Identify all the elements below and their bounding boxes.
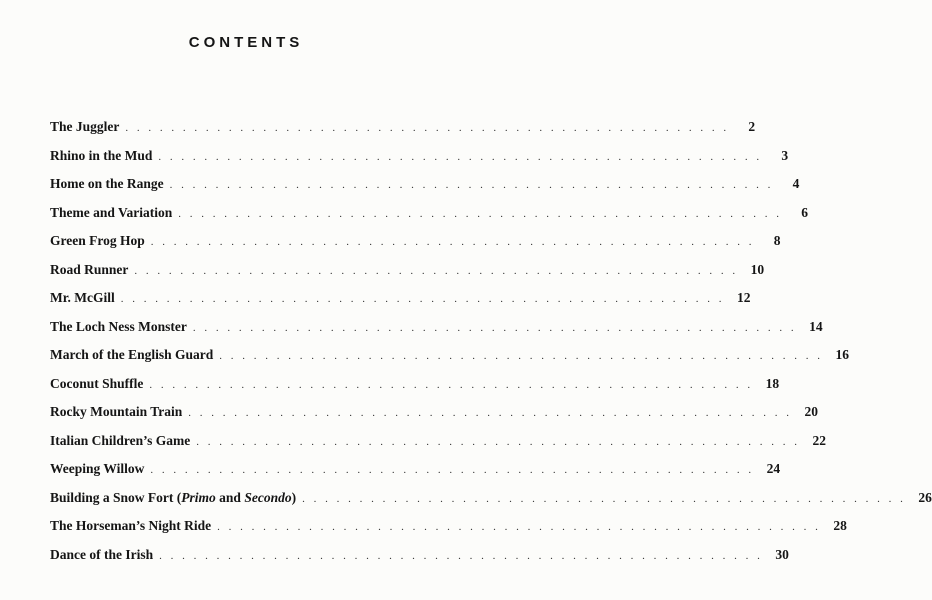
toc-entry-coconut-shuffle[interactable] [50,375,780,405]
toc-entry-page: 26 [918,489,932,505]
toc-entry-page: 14 [809,318,823,334]
dot-leader: . . . . . . . . . . . . . . . . . . . . . . . . . . . . . . . . . . . . . . . . . . . . . . . . . . . . . [188,407,793,419]
title-text-and: and [215,489,245,505]
toc-entry-title [50,490,296,506]
toc-entry-rhino-in-the-mud[interactable] [50,147,789,177]
toc-entry-march-of-the-english-guard[interactable] [50,347,850,376]
toc-entry-page: 20 [804,404,819,419]
toc-entry-title: Road Runner [50,261,129,277]
dot-leader: . . . . . . . . . . . . . . . . . . . . . . . . . . . . . . . . . . . . . . . . . . . . . . . . . . . . . [150,236,755,248]
dot-leader: . . . . . . . . . . . . . . . . . . . . . . . . . . . . . . . . . . . . . . . . . . . . . . . . . . . . . [125,122,730,134]
toc-entry-page: 2 [748,119,756,134]
toc-entry-page: 28 [833,518,847,533]
toc-entry-page: 8 [773,233,781,248]
toc-entry-page: 22 [812,432,827,448]
toc-entry-page: 24 [766,461,781,476]
toc-entry-page: 3 [781,147,789,163]
toc-entry-page: 6 [801,204,809,220]
toc-entry-dance-of-the-irish[interactable] [50,546,789,576]
title-text-close: ) [291,489,297,505]
table-of-contents [50,119,932,575]
dot-leader: . . . . . . . . . . . . . . . . . . . . . . . . . . . . . . . . . . . . . . . . . . . . . . . . . . . . . [169,179,774,191]
toc-entry-title: The Juggler [50,119,120,134]
toc-entry-title: The Horseman’s Night Ride [50,518,212,533]
dot-leader: . . . . . . . . . . . . . . . . . . . . . . . . . . . . . . . . . . . . . . . . . . . . . . . . . . . . . [178,207,783,220]
toc-entry-rocky-mountain-train[interactable] [50,404,819,433]
toc-entry-page: 18 [765,375,780,391]
toc-entry-page: 10 [750,261,765,277]
toc-entry-theme-and-variation[interactable] [50,204,809,234]
dot-leader: . . . . . . . . . . . . . . . . . . . . . . . . . . . . . . . . . . . . . . . . . . . . . . . . . . . . . [302,492,906,505]
toc-entry-page: 12 [736,290,751,305]
dot-leader: . . . . . . . . . . . . . . . . . . . . . . . . . . . . . . . . . . . . . . . . . . . . . . . . . . . . . [217,521,821,533]
toc-entry-mr-mcgill[interactable] [50,290,751,319]
toc-entry-italian-childrens-game[interactable] [50,432,827,462]
dot-leader: . . . . . . . . . . . . . . . . . . . . . . . . . . . . . . . . . . . . . . . . . . . . . . . . . . . . . [150,464,755,476]
toc-entry-title: March of the English Guard [50,347,214,362]
toc-entry-building-a-snow-fort[interactable] [50,489,932,519]
toc-entry-title: Green Frog Hop [50,233,145,248]
toc-entry-weeping-willow[interactable] [50,461,781,490]
toc-entry-title: Coconut Shuffle [50,375,144,391]
dot-leader: . . . . . . . . . . . . . . . . . . . . . . . . . . . . . . . . . . . . . . . . . . . . . . . . . . . . . [134,264,739,277]
contents-heading: CONTENTS [188,34,304,51]
dot-leader: . . . . . . . . . . . . . . . . . . . . . . . . . . . . . . . . . . . . . . . . . . . . . . . . . . . . . [149,378,754,391]
toc-entry-title: Home on the Range [50,176,164,191]
toc-entry-page: 16 [835,347,850,362]
dot-leader: . . . . . . . . . . . . . . . . . . . . . . . . . . . . . . . . . . . . . . . . . . . . . . . . . . . . . [192,321,797,334]
title-text: Building a Snow Fort ( [50,489,182,505]
dot-leader: . . . . . . . . . . . . . . . . . . . . . . . . . . . . . . . . . . . . . . . . . . . . . . . . . . . . . [219,350,824,362]
toc-entry-title: Theme and Variation [50,204,173,220]
title-primo: Primo [181,489,216,505]
toc-entry-title: Rocky Mountain Train [50,404,183,419]
toc-entry-title: Italian Children’s Game [50,432,191,448]
title-secondo: Secondo [244,489,292,505]
toc-entry-title: Weeping Willow [50,461,145,476]
toc-entry-page: 4 [792,176,800,191]
toc-entry-the-loch-ness-monster[interactable] [50,318,823,348]
toc-entry-title: Dance of the Irish [50,546,154,562]
toc-entry-the-horsemans-night-ride[interactable] [50,518,847,547]
toc-entry-page: 30 [775,546,789,562]
dot-leader: . . . . . . . . . . . . . . . . . . . . . . . . . . . . . . . . . . . . . . . . . . . . . . . . . . . . . [158,150,763,163]
toc-entry-title: Rhino in the Mud [50,147,153,163]
toc-entry-green-frog-hop[interactable] [50,233,781,262]
toc-entry-road-runner[interactable] [50,261,765,291]
dot-leader: . . . . . . . . . . . . . . . . . . . . . . . . . . . . . . . . . . . . . . . . . . . . . . . . . . . . . [120,293,725,305]
toc-entry-title: Mr. McGill [50,290,115,305]
toc-entry-the-juggler[interactable] [50,119,756,148]
dot-leader: . . . . . . . . . . . . . . . . . . . . . . . . . . . . . . . . . . . . . . . . . . . . . . . . . . . . . [196,435,801,448]
toc-entry-title: The Loch Ness Monster [50,318,187,334]
toc-entry-home-on-the-range[interactable] [50,176,800,205]
dot-leader: . . . . . . . . . . . . . . . . . . . . . . . . . . . . . . . . . . . . . . . . . . . . . . . . . . . . . [159,549,763,562]
